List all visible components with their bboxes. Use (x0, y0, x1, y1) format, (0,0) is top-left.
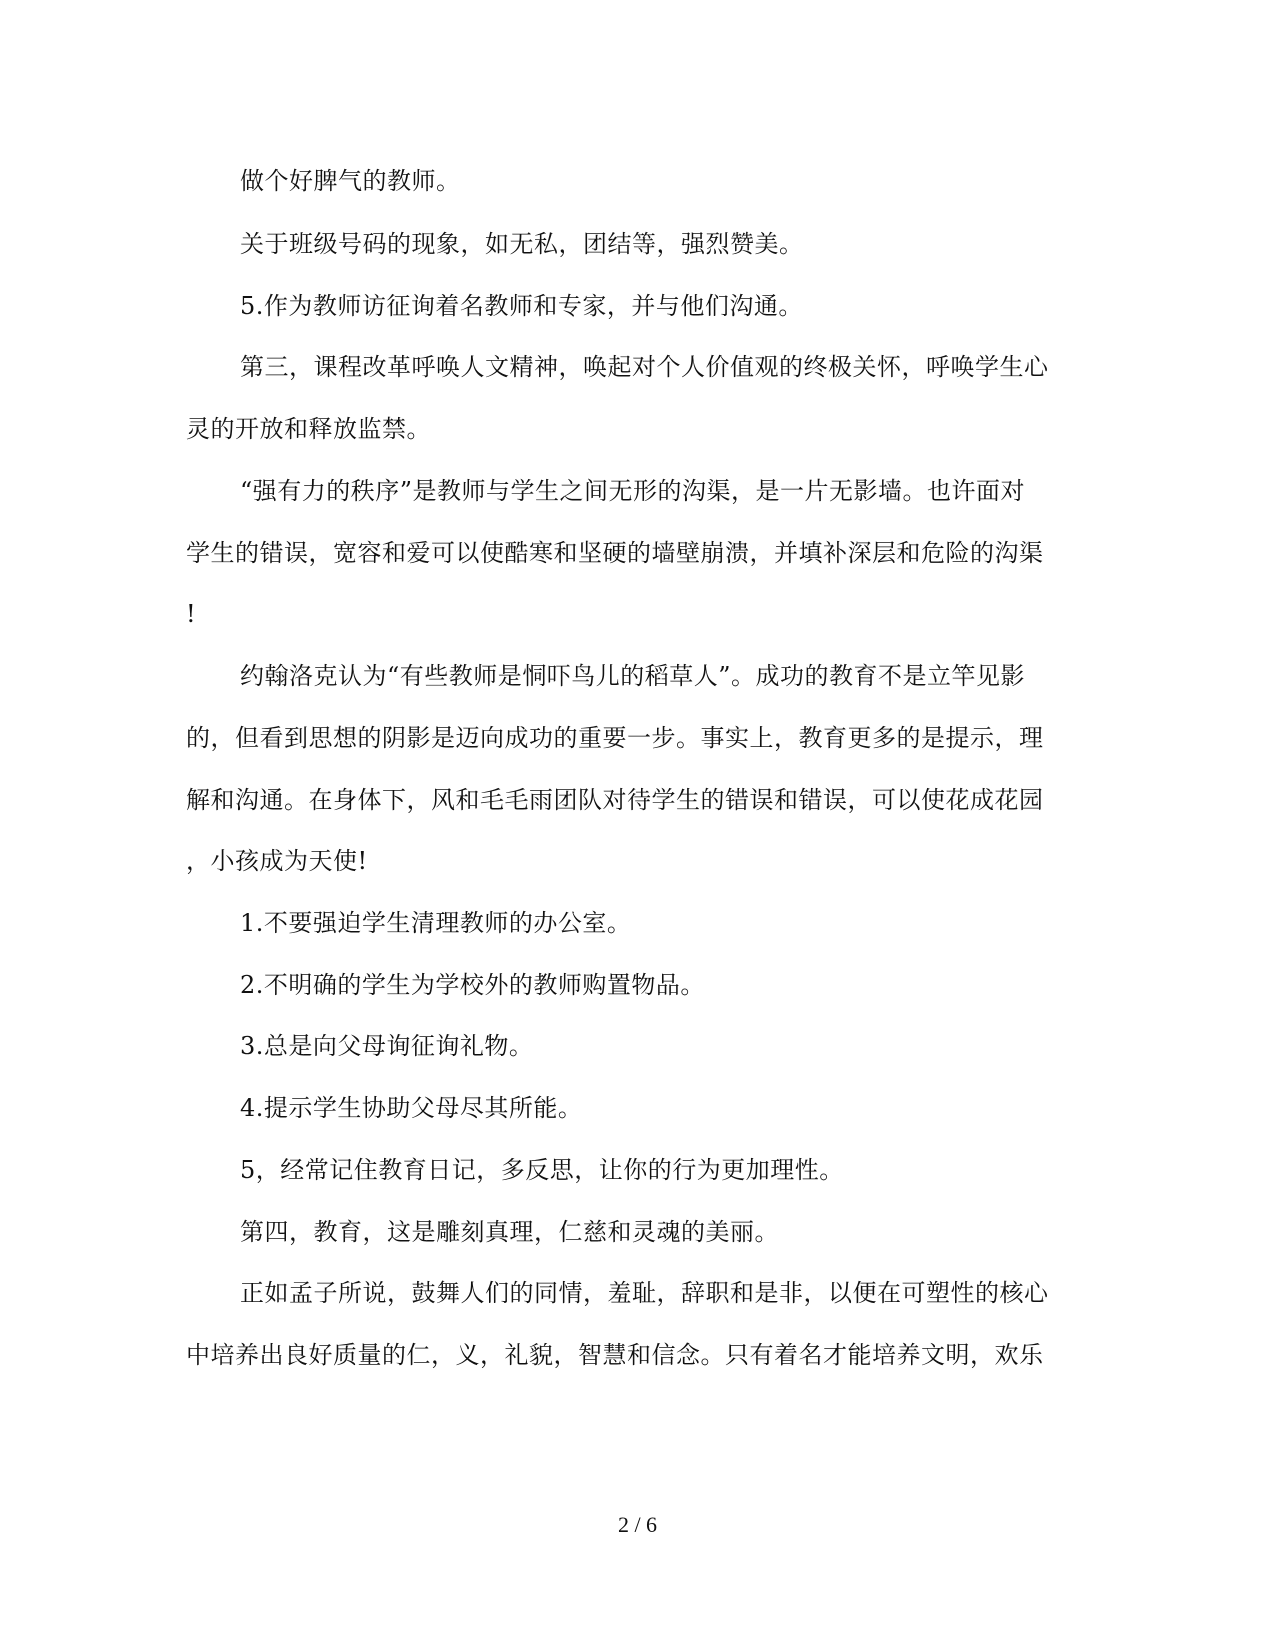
paragraph-line-4: 第三，课程改革呼唤人文精神，唤起对个人价值观的终极关怀，呼唤学生心 (240, 353, 1049, 381)
page-number: 2 / 6 (617, 1512, 658, 1537)
paragraph-line-9: 约翰洛克认为“有些教师是恫吓鸟儿的稻草人”。成功的教育不是立竿见影 (240, 662, 1026, 690)
paragraph-line-11: 解和沟通。在身体下，风和毛毛雨团队对待学生的错误和错误，可以使花成花园 (186, 786, 1044, 814)
paragraph-line-12: ，小孩成为天使! (186, 847, 368, 875)
paragraph-line-2: 关于班级号码的现象，如无私，团结等，强烈赞美。 (240, 230, 804, 258)
paragraph-line-7: 学生的错误，宽容和爱可以使酷寒和坚硬的墙壁崩溃，并填补深层和危险的沟渠 (186, 539, 1044, 567)
paragraph-line-18: 第四，教育，这是雕刻真理，仁慈和灵魂的美丽。 (240, 1218, 779, 1246)
paragraph-line-5: 灵的开放和释放监禁。 (186, 415, 431, 443)
paragraph-line-15: 3.总是向父母询征询礼物。 (240, 1032, 534, 1060)
paragraph-line-17: 5，经常记住教育日记，多反思，让你的行为更加理性。 (240, 1156, 844, 1184)
paragraph-line-6: “强有力的秩序”是教师与学生之间无形的沟渠，是一片无影墙。也许面对 (240, 477, 1026, 505)
paragraph-line-1: 做个好脾气的教师。 (240, 167, 461, 195)
paragraph-line-14: 2.不明确的学生为学校外的教师购置物品。 (240, 971, 705, 999)
paragraph-line-8: ! (186, 600, 197, 628)
paragraph-line-3: 5.作为教师访征询着名教师和专家，并与他们沟通。 (240, 292, 803, 320)
paragraph-line-10: 的，但看到思想的阴影是迈向成功的重要一步。事实上，教育更多的是提示，理 (186, 724, 1044, 752)
paragraph-line-16: 4.提示学生协助父母尽其所能。 (240, 1094, 583, 1122)
paragraph-line-13: 1.不要强迫学生清理教师的办公室。 (240, 909, 632, 937)
paragraph-line-19: 正如孟子所说，鼓舞人们的同情，羞耻，辞职和是非，以便在可塑性的核心 (240, 1279, 1049, 1307)
paragraph-line-20: 中培养出良好质量的仁，义，礼貌，智慧和信念。只有着名才能培养文明，欢乐 (186, 1341, 1044, 1369)
